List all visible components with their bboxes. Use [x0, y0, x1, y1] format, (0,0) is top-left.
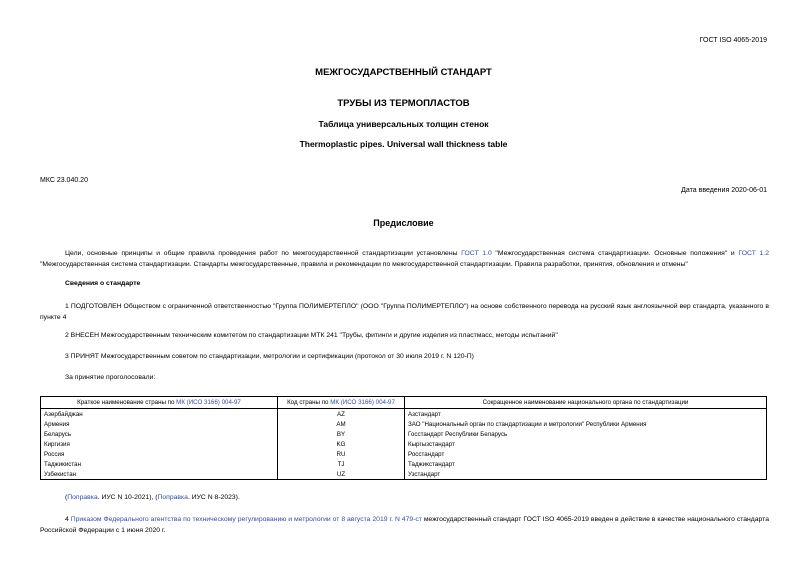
body-cell: ЗАО "Национальный орган по стандартизации и метрологии" Республики Армения: [405, 419, 767, 429]
mk-iso-3166-link[interactable]: МК (ИСО 3166) 004-97: [330, 399, 395, 406]
foreword-paragraph: [40, 248, 769, 270]
foreword-text-a: Цели, основные принципы и общие правила проведения работ по межгосударственной стандартизации установлены: [65, 250, 462, 257]
table-row: [41, 439, 767, 449]
mks-code: МКС 23.040.20: [40, 177, 88, 184]
body-cell: Узстандарт: [405, 469, 767, 480]
amendments-line: (Поправка. ИУС N 10-2021), (Поправка. ИУС N 8-2023).: [65, 494, 240, 501]
code-cell: UZ: [278, 469, 405, 480]
amendment-link-2023[interactable]: Поправка: [157, 494, 188, 501]
code-cell: BY: [278, 429, 405, 439]
body-cell: Азстандарт: [405, 409, 767, 420]
code-cell: RU: [278, 449, 405, 459]
amendment-link-2021[interactable]: Поправка: [67, 494, 98, 501]
country-cell: Киргизия: [41, 439, 278, 449]
gost-1-2-link[interactable]: ГОСТ 1.2: [738, 250, 769, 257]
voting-intro: За принятие проголосовали:: [65, 374, 156, 381]
country-cell: Узбекистан: [41, 469, 278, 480]
header-standards-body: Сокращенное наименование национального органа по стандартизации: [405, 397, 767, 409]
item-2-paragraph: 2 ВНЕСЕН Межгосударственным техническим комитетом по стандартизации МТК 241 "Трубы, фитинги и другие изделия из пластмасс, методы испытаний": [65, 332, 558, 339]
country-cell: Беларусь: [41, 429, 278, 439]
code-cell: AM: [278, 419, 405, 429]
table-row: [41, 469, 767, 480]
code-cell: AZ: [278, 409, 405, 420]
code-cell: TJ: [278, 459, 405, 469]
item-4-paragraph: 4 Приказом Федерального агентства по техническому регулированию и метрологии от 8 августа 2019 г. N 479-ст межгосударственный стандарт ГОСТ ISO 4065-2019 введен в действие в качестве национального стандарта Российской Федерации с 1 июня 2020 г.: [40, 516, 769, 534]
body-cell: Росстандарт: [405, 449, 767, 459]
country-cell: Азербайджан: [41, 409, 278, 420]
gost-1-0-link[interactable]: ГОСТ 1.0: [461, 250, 492, 257]
country-cell: Армения: [41, 419, 278, 429]
table-row: [41, 409, 767, 420]
foreword-heading: Предисловие: [373, 218, 434, 228]
body-cell: Госстандарт Республики Беларусь: [405, 429, 767, 439]
table-header-row: [41, 397, 767, 409]
document-subtitle: Таблица универсальных толщин стенок: [318, 119, 489, 129]
foreword-text-c: "Межгосударственная система стандартизации. Стандарты межгосударственные, правила и рекомендации по межгосударственной стандартизации. Правила разработки, принятия, обновления и отмены": [40, 261, 688, 268]
voting-countries-table: [40, 396, 767, 480]
table-row: [41, 419, 767, 429]
country-cell: Россия: [41, 449, 278, 459]
document-title-english: Thermoplastic pipes. Universal wall thickness table: [299, 139, 508, 149]
effective-date: Дата введения 2020-06-01: [681, 187, 767, 194]
table-row: [41, 429, 767, 439]
table-row: [41, 459, 767, 469]
table-row: [41, 449, 767, 459]
country-cell: Таджикистан: [41, 459, 278, 469]
standard-info-heading: Сведения о стандарте: [65, 280, 141, 287]
code-cell: KG: [278, 439, 405, 449]
header-country-name: Краткое наименование страны по МК (ИСО 3166) 004-97: [41, 397, 278, 409]
standard-type-heading: МЕЖГОСУДАРСТВЕННЫЙ СТАНДАРТ: [315, 67, 492, 78]
item-1-paragraph: 1 ПОДГОТОВЛЕН Обществом с ограниченной ответственностью "Группа ПОЛИМЕРТЕПЛО" (ООО "Группа ПОЛИМЕРТЕПЛО") на основе собственного перевода на русский язык англоязычной вер стандарта, указанного в пункте 4: [40, 303, 769, 321]
header-country-code: Код страны по МК (ИСО 3166) 004-97: [278, 397, 405, 409]
foreword-text-b: "Межгосударственная система стандартизации. Основные положения" и: [491, 250, 739, 257]
document-code: ГОСТ ISO 4065-2019: [699, 37, 767, 44]
body-cell: Таджикстандарт: [405, 459, 767, 469]
document-title: ТРУБЫ ИЗ ТЕРМОПЛАСТОВ: [337, 98, 470, 109]
rosstandart-order-link[interactable]: Приказом Федерального агентства по техническому регулированию и метрологии от 8 августа 2019 г. N 479-ст: [70, 516, 422, 523]
body-cell: Кыргызстандарт: [405, 439, 767, 449]
item-3-paragraph: 3 ПРИНЯТ Межгосударственным советом по стандартизации, метрологии и сертификации (протокол от 30 июля 2019 г. N 120-П): [65, 353, 474, 360]
mk-iso-3166-link[interactable]: МК (ИСО 3166) 004-97: [176, 399, 241, 406]
